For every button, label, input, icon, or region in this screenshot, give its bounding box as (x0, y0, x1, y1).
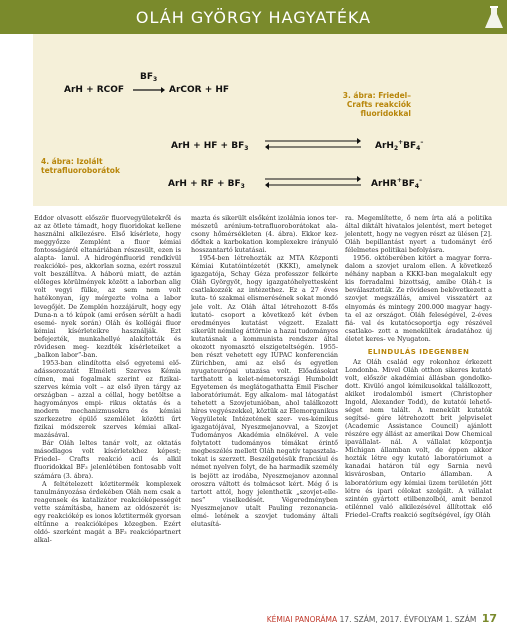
text-column-2 (191, 214, 338, 528)
flask-icon (484, 6, 504, 30)
reaction-bot-right: $ArHR^+BF_4^-$ (371, 177, 423, 190)
figure-3-caption: 3. ábra: Friedel– Crafts reakciók fluoridokkal (342, 91, 411, 118)
reaction-arrow (133, 85, 165, 95)
footer-brand: KÉMIAI PANORÁMA (266, 615, 338, 624)
reaction-bot-left: ArH + RF + $BF_3$ (168, 179, 245, 190)
reaction-top-left: ArH + RCOF (64, 85, 125, 95)
page-number: 17 (481, 612, 497, 625)
text-column-1 (34, 214, 181, 544)
paragraph: Eddor olvasott először fluorvegyületekről és az az ötlete támadt, hogy fluoridokat kellene használni alkilezésre. Első kísérlete, hogy meggyőzze Zemplént a fluor kémiai fontosságáról eltanáriában részesült, ezen is alapta- lanul. A hidrogénfluorid rendkívül reakcióké- pes, akkorlan sozna, ezért rosszul volt beszállítva. A háború miatt, de aztán előleges körülmények között a laborban alig volt vegyi fülke, az sem nem volt hatékonyan, így mérgezte volna a labor levegőjét. De Zemplén hozzájárult, hogy egy Duna-n a tó kúpok (ami erősen sérült a hadi esemé- nyek során) Oláh és kollégái fluor kémiai kísérleteikre használják. Ezt befejezték, munkahellyé alakították és rövidesen meg- kezdték kísérleteiket a „balkon labor”-ban. (34, 214, 181, 359)
reaction-top-right: ArCOR + HF (169, 85, 230, 95)
equilibrium-arrow (265, 176, 361, 188)
reaction-figure (33, 34, 507, 206)
text-column-3 (345, 214, 492, 519)
paragraph: 1954-ben létrehozták az MTA Központi Kémiai Kutatóintézetét (KKKI), amelynek igazgatója, Schay Géza professzor felkérte Oláh Györgyöt, hogy igazgatóhelyettesként csatlakozzék az intézethez. Ez a 27 éves kuta- tó szakmai elismerésének sokat mondó jele volt. Az Oláh által létrehozott 8-fős kutató- csoport a következő két évben eredményes kutatást végzett. Ezalatt sikerült némileg áttörnie a hazai tudományos kutatásnak a kommunista rendszer által okozott nyomasztó elszigeteltségén. 1955-ben részt vehetett egy IUPAC konferencián Zürichben, ami az első és egyetlen nyugateurópai utazása volt. Előadásokat tarthatott a kelet-németországi Humboldt Egyetemen és meglátogathatta Emil Fischer laboratóriumát. Egy alkalom- mal látogatást tehetett a Szovjetunióban, ahol találkozott híres vegyészekkel, köztük az Elemorganikus Vegyületek Intézetének szer- ves-kémikus igazgatójával, Nyeszmejanovval, a Szovjet Tudományos Akadémia elnökével. A vele folytatott tudományos témákat érintő megbeszélés mellett Oláh negatív tapasztala- tokat is szerzett. Beszélgetésük franciául és német nyelven folyt, de ha harmadik személy is bejött az irodába, Nyeszmejanov azonnal oroszra váltott és tolmácsot kért. Még ő is tartott attól, hogy jelenthetik „szovjet-elle- nes” viselkedését. Végeredményben Nyeszmejanov utalt Pauling rezonancia-elmé- letének a szovjet tudomány általi elutasítá- (191, 254, 338, 528)
header-title: OLÁH GYÖRGY HAGYATÉKA (135, 7, 372, 27)
paragraph: 1956. októberében kitört a magyar forra- dalom a szovjet uralom ellen. A következő néhány napban a KKKI-ban megalakult egy kis forradalmi bizottság, amibe Oláh-t is beválasztották. Ze rövidesen bekövetkezett a szovjet megszállás, amivel visszatért az elnyomás és mintegy 200.000 magyar hagy- ta el az országot. Oláh feleségével, 2-éves fiá- val és kutatócsoportja egy részével csatlako- zott a menekültek áradatához új életet keres- ve Nyugaton. (345, 254, 492, 343)
footer-issue: 17. SZÁM, 2017. ÉVFOLYAM 1. SZÁM (339, 615, 477, 624)
paragraph: Az Oláh család egy rokonhoz érkezett Londonba. Mivel Oláh otthon sikeres kutató volt, először akadémiai állásban gondolko- dott. Kivüló angol kémikusokkal találkozott, akiket irodalomból ismert (Christopher Ingold, Alexander Todd), de kutatói lehető- séget nem talált. A menekült kutatók segítsé- gére létrehozott brit jelpviselet (Academic Assistance Council) ajánlott részére egy állást az amerikai Dow Chemical ipavállalat- nál. A vállalat központja Michigan államban volt, de éppen akkor hozták létre egy kutató laboratóriumot a kanadai határon túl egy Sarnia nevű kisvárosban, Ontario államban. A laboratórium egy kémiai üzem területén jött létre és ipari célokat szolgált. A vállalat szintén gyártott etilbenzolból, amit benzol etilénnel való alkilezésével állítottak elő Friedel–Crafts reakció segítségével, így Oláh (345, 357, 492, 519)
equilibrium-arrow (265, 138, 361, 150)
figure-4-caption: 4. ábra: Izolált tetrafluoroborátok (41, 157, 120, 175)
reaction-mid-left: ArH + HF + $BF_3$ (171, 141, 249, 152)
paragraph: mazta és sikerült elsőként izolálnia ionos ter- mészetű arénium-tetrafluoroborátokat ala- csony hőmérsékleten (4. ábra). Ekkor kez- dődtek a karbokation komplexekre irányuló hosszantartó kutatásai. (191, 214, 338, 255)
paragraph: Bár Oláh leltes tanár volt, az oktatás másodlagos volt kísérletekhez képest; Friedel– Crafts reakció acil és alkil fluoridokkal BF₃ jelenlétében fontosabb volt számára (3. ábra). (34, 439, 181, 480)
page-header (0, 0, 507, 34)
paragraph: ra. Megemlítette, ő nem írta alá a politika által diktált hivatalos jelentést, mert beteget jelentett, hogy ne vegyen részt az ülésen [2]. Oláh bepillantást nyert a tudományt érő félelmetes politikai befolyásra. (345, 214, 492, 255)
paragraph: 1953-ban elindította első egyetemi elő- adássorozatát Elméleti Szerves Kémia címen, mai fogalmak szerint ez fizikai-szerves kémia volt – az első ilyen tárgy az országban – azzal a céllal, hogy betöltse a hagyományos empi- rikus oktatás és a modern mechanizmusokra és kémiai szerkezetre épülő szemlélet közötti űrt fizikai módszerek szerves kémiai alkal- mazásával. (34, 358, 181, 440)
reaction-mid-right: $ArH_2^+BF_4^-$ (375, 139, 424, 152)
reaction-top-reagent: $BF_3$ (140, 72, 158, 83)
paragraph: A feltételezett köztitermék komplexek tanulmányozása érdekében Oláh nem csak a reagensek és katalizátor reakcióképességét vette számításba, hanem az oldószerét is: egy reakciókép es ionos köztitermék gyorsan eltűnne a reakcióképes közegben. Ezért oldó- szerként magát a BF₃ reakciópartnert alkal- (34, 479, 181, 544)
page-footer (267, 612, 497, 625)
section-heading: ELINDULÁS IDEGENBEN (367, 347, 470, 356)
